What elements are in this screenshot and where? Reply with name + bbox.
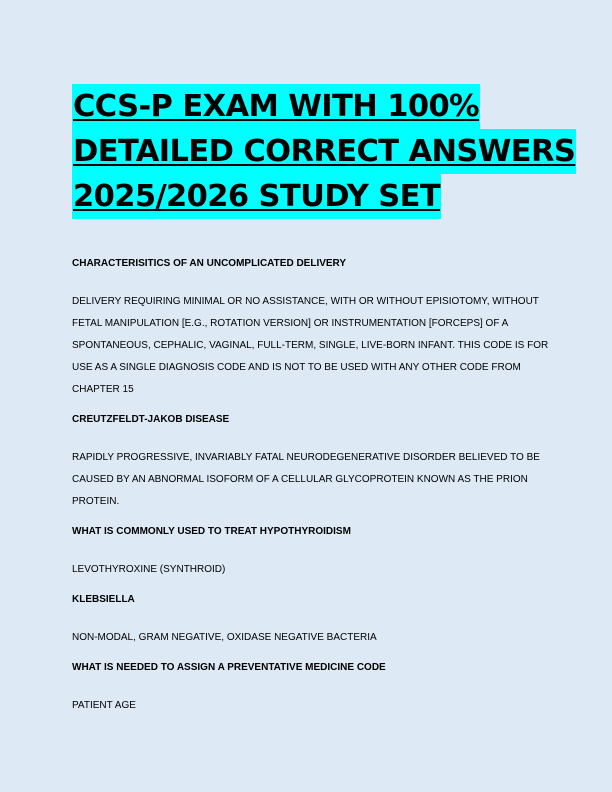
question-text: WHAT IS NEEDED TO ASSIGN A PREVENTATIVE MEDICINE CODE [72, 662, 386, 673]
answer-text: PATIENT AGE [72, 700, 136, 711]
question-text: CREUTZFELDT-JAKOB DISEASE [72, 414, 230, 425]
title-line: CCS-P EXAM WITH 100% [72, 84, 480, 129]
answer-text: LEVOTHYROXINE (SYNTHROID) [72, 564, 226, 575]
question-text: WHAT IS COMMONLY USED TO TREAT HYPOTHYROIDISM [72, 526, 351, 537]
qa-entry [72, 525, 552, 581]
question-text: CHARACTERISITICS OF AN UNCOMPLICATED DELIVERY [72, 258, 347, 269]
document-title [72, 84, 576, 219]
title-line: DETAILED CORRECT ANSWERS [72, 129, 576, 174]
qa-entry [72, 593, 552, 649]
qa-entry [72, 413, 552, 513]
answer-text: NON-MODAL, GRAM NEGATIVE, OXIDASE NEGATIVE BACTERIA [72, 632, 377, 643]
title-line: 2025/2026 STUDY SET [72, 174, 441, 219]
answer-text: RAPIDLY PROGRESSIVE, INVARIABLY FATAL NEURODEGENERATIVE DISORDER BELIEVED TO BE CAUSED BY AN ABNORMAL ISOFORM OF A CELLULAR GLYCOPROTEIN KNOWN AS THE PRION PROTEIN. [72, 452, 540, 507]
qa-entry [72, 257, 552, 401]
qa-entry [72, 661, 552, 717]
answer-text: DELIVERY REQUIRING MINIMAL OR NO ASSISTANCE, WITH OR WITHOUT EPISIOTOMY, WITHOUT FETAL MANIPULATION [E.G., ROTATION VERSION] OR INSTRUMENTATION [FORCEPS] OF A SPONTANEOUS, CEPHALIC, VAGINAL, FULL-TERM, SINGLE, LIVE-BORN INFANT. THIS CODE IS FOR USE AS A SINGLE DIAGNOSIS CODE AND IS NOT TO BE USED WITH ANY OTHER CODE FROM CHAPTER 15 [72, 296, 549, 395]
question-text: KLEBSIELLA [72, 594, 135, 605]
